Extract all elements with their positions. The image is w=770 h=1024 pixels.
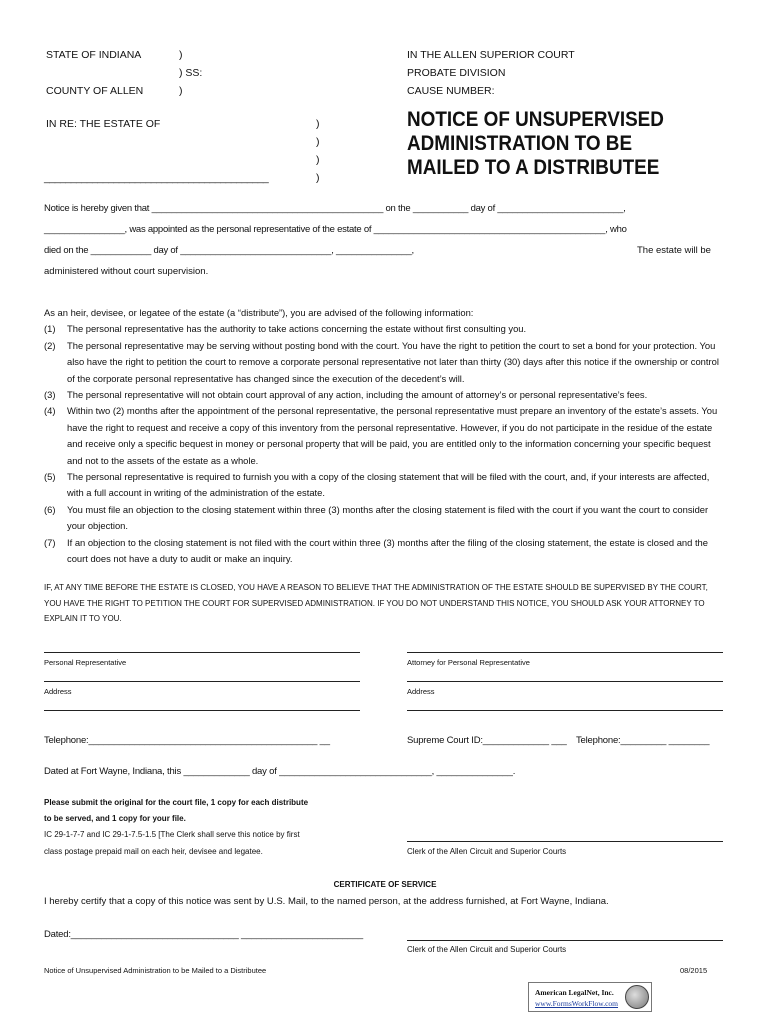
- item-text: If an objection to the closing statement is not filed with the court within three (3) months after the filing of the closing statement, the estate is closed and the court does not have a duty to audit or make an inquiry.: [67, 536, 708, 565]
- address-label-left: Address: [44, 687, 72, 696]
- item-number: (3): [44, 389, 56, 401]
- footer-form-title: Notice of Unsupervised Administration to be Mailed to a Distributee: [44, 966, 267, 975]
- publisher-logo: [528, 982, 652, 1012]
- notice-line-2[interactable]: ________________, was appointed as the personal representative of the estate of ______________________________________________, who: [44, 224, 627, 235]
- attorney-signature-line[interactable]: [407, 652, 723, 653]
- item-number: (7): [44, 536, 56, 548]
- list-item: [44, 469, 724, 502]
- submit-instructions-2: to be served, and 1 copy for your file.: [44, 814, 186, 823]
- list-item: [44, 387, 724, 403]
- notice-line-4: administered without court supervision.: [44, 266, 209, 277]
- submit-instructions-1: Please submit the original for the court file, 1 copy for each distribute: [44, 798, 309, 807]
- notice-line-3-end: The estate will be: [637, 245, 711, 256]
- address-line-right-2[interactable]: [407, 710, 723, 711]
- court-division: PROBATE DIVISION: [407, 67, 506, 79]
- item-number: (4): [44, 405, 56, 417]
- address-line-left[interactable]: [44, 681, 360, 682]
- item-number: (5): [44, 471, 56, 483]
- document-title-line1: NOTICE OF UNSUPERVISED: [407, 108, 664, 131]
- footer-date: 08/2015: [680, 966, 708, 975]
- item-number: (1): [44, 323, 56, 335]
- telephone-field-right[interactable]: Telephone:_________ ________: [576, 735, 710, 746]
- item-text: The personal representative may be serving without posting bond with the court. You have the right to petition the court to set a bond for your protection. You also have the right to petition the court to remove a corporate personal representative not later than thirty (30) days after this notice if the ownership or control of the corporate personal representative has changed since the execution of the decedent’s will.: [67, 339, 719, 384]
- item-text: You must file an objection to the closing statement within three (3) months after the closing statement is filed with the court if you want the court to consider your objection.: [67, 503, 709, 532]
- clerk-label: Clerk of the Allen Circuit and Superior Courts: [407, 847, 567, 856]
- cause-number-label: CAUSE NUMBER:: [407, 85, 495, 97]
- certificate-clerk-label: Clerk of the Allen Circuit and Superior Courts: [407, 945, 567, 954]
- item-text: The personal representative will not obtain court approval of any action, including the amount of attorney’s or personal representative’s fees.: [67, 389, 648, 401]
- ss-label: ) SS:: [179, 67, 203, 79]
- address-label-right: Address: [407, 687, 435, 696]
- certificate-dated-field[interactable]: Dated:_________________________________ ________________________: [44, 929, 363, 940]
- supreme-court-id-field[interactable]: Supreme Court ID:_____________ ___: [407, 735, 567, 746]
- dated-line[interactable]: Dated at Fort Wayne, Indiana, this _____________ day of ______________________________, _______________.: [44, 766, 516, 777]
- county-label: COUNTY OF ALLEN: [46, 85, 144, 97]
- item-text: The personal representative is required to furnish you with a copy of the closing statement that will be filed with the court, and, if your interests are affected, with a full account in writing of the administration of the estate.: [67, 471, 710, 499]
- paren: ): [316, 118, 320, 130]
- notice-line-1[interactable]: Notice is hereby given that ______________________________________________ on the ___________ day of _________________________,: [44, 203, 626, 214]
- personal-rep-label: Personal Representative: [44, 658, 127, 667]
- clerk-signature-line[interactable]: [407, 841, 723, 842]
- advice-intro: As an heir, devisee, or legatee of the estate (a “distribute”), you are advised of the following information:: [44, 307, 474, 318]
- list-item: [44, 535, 724, 568]
- paren: ): [316, 136, 320, 148]
- court-name: IN THE ALLEN SUPERIOR COURT: [407, 49, 575, 61]
- certificate-clerk-signature-line[interactable]: [407, 940, 723, 941]
- certificate-heading: CERTIFICATE OF SERVICE: [333, 880, 437, 889]
- statute-note-2: class postage prepaid mail on each heir, devisee and legatee.: [44, 847, 263, 856]
- paren: ): [179, 49, 183, 61]
- paren: ): [179, 85, 183, 97]
- paren: ): [316, 172, 320, 184]
- notice-line-3[interactable]: died on the ____________ day of ______________________________, _______________,: [44, 245, 414, 256]
- personal-rep-signature-line[interactable]: [44, 652, 360, 653]
- eagle-seal-icon: [625, 985, 649, 1009]
- document-title-line2: ADMINISTRATION TO BE: [407, 132, 633, 155]
- item-number: (6): [44, 503, 56, 515]
- state-label: STATE OF INDIANA: [46, 49, 142, 61]
- list-item: [44, 502, 724, 535]
- list-item: [44, 321, 724, 337]
- address-line-right[interactable]: [407, 681, 723, 682]
- document-title-line3: MAILED TO A DISTRIBUTEE: [407, 156, 660, 179]
- caps-warning: IF, AT ANY TIME BEFORE THE ESTATE IS CLOSED, YOU HAVE A REASON TO BELIEVE THAT THE ADMINISTRATION OF THE ESTATE SHOULD BE SUPERVISED BY THE COURT, YOU HAVE THE RIGHT TO PETITION THE COURT FOR SUPERVISED ADMINISTRATION. IF YOU DO NOT UNDERSTAND THIS NOTICE, YOU SHOULD ASK YOUR ATTORNEY TO EXPLAIN IT TO YOU.: [44, 583, 708, 623]
- publisher-name: American LegalNet, Inc.: [535, 988, 614, 997]
- statute-note-1: IC 29-1-7-7 and IC 29-1-7.5-1.5 [The Clerk shall serve this notice by first: [44, 830, 300, 839]
- address-line-left-2[interactable]: [44, 710, 360, 711]
- estate-name-blank[interactable]: __________________________________________: [44, 172, 269, 184]
- item-text: The personal representative has the authority to take actions concerning the estate without first consulting you.: [67, 323, 527, 335]
- item-text: Within two (2) months after the appointment of the personal representative, the personal representative must prepare an inventory of the estate’s assets. You have the right to request and receive a copy of this inventory from the personal representative. However, if you do not participate in the residue of the estate and receive only a specific bequest in money or personal property that will be paid, you are entitled only to the information concerning your specific bequest and not to the assets of the estate as a whole.: [67, 405, 718, 466]
- item-number: (2): [44, 339, 56, 351]
- in-re-label: IN RE: THE ESTATE OF: [46, 118, 161, 130]
- paren: ): [316, 154, 320, 166]
- telephone-field-left[interactable]: Telephone:_____________________________________________ __: [44, 735, 330, 746]
- list-item: [44, 338, 724, 387]
- advice-list: [44, 305, 724, 568]
- certificate-text: I hereby certify that a copy of this notice was sent by U.S. Mail, to the named person, at the address furnished, at Fort Wayne, Indiana.: [44, 896, 609, 907]
- list-item: [44, 403, 724, 469]
- attorney-label: Attorney for Personal Representative: [407, 658, 530, 667]
- publisher-link[interactable]: www.FormsWorkFlow.com: [535, 999, 619, 1008]
